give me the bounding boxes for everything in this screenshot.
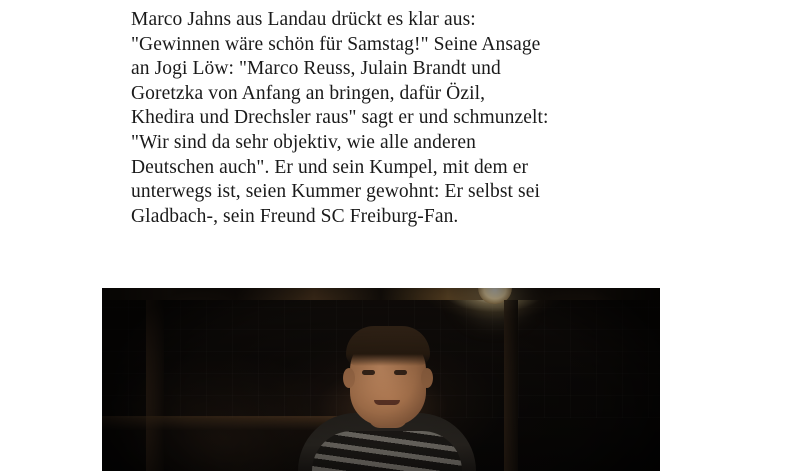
photo-ceiling-beam xyxy=(102,288,660,300)
person-striped-shirt xyxy=(312,431,462,471)
photo-person xyxy=(298,320,476,471)
person-ear-right xyxy=(421,368,433,388)
person-ear-left xyxy=(343,368,355,388)
article-image-figure xyxy=(102,288,660,471)
person-eye-right xyxy=(394,370,407,375)
photo-post-right xyxy=(504,300,518,471)
person-mouth xyxy=(374,400,400,405)
photo-post-left xyxy=(146,300,164,471)
article-body xyxy=(131,8,551,229)
article-paragraph: Marco Jahns aus Landau drückt es klar aus: "Gewinnen wäre schön für Samstag!" Seine Ansage an Jogi Löw: "Marco Reuss, Julain Brandt und Goretzka von Anfang an bringen, dafür Özil, Khedira und Drechsler raus" sagt er und schmunzelt: "Wir sind da sehr objektiv, wie alle anderen Deutschen auch". Er und sein Kumpel, mit dem er unterwegs ist, seien Kummer gewohnt: Er selbst sei Gladbach-, sein Freund SC Freiburg-Fan. xyxy=(131,9,549,227)
portrait-photo xyxy=(102,288,660,471)
person-hair xyxy=(346,326,430,366)
person-eye-left xyxy=(362,370,375,375)
